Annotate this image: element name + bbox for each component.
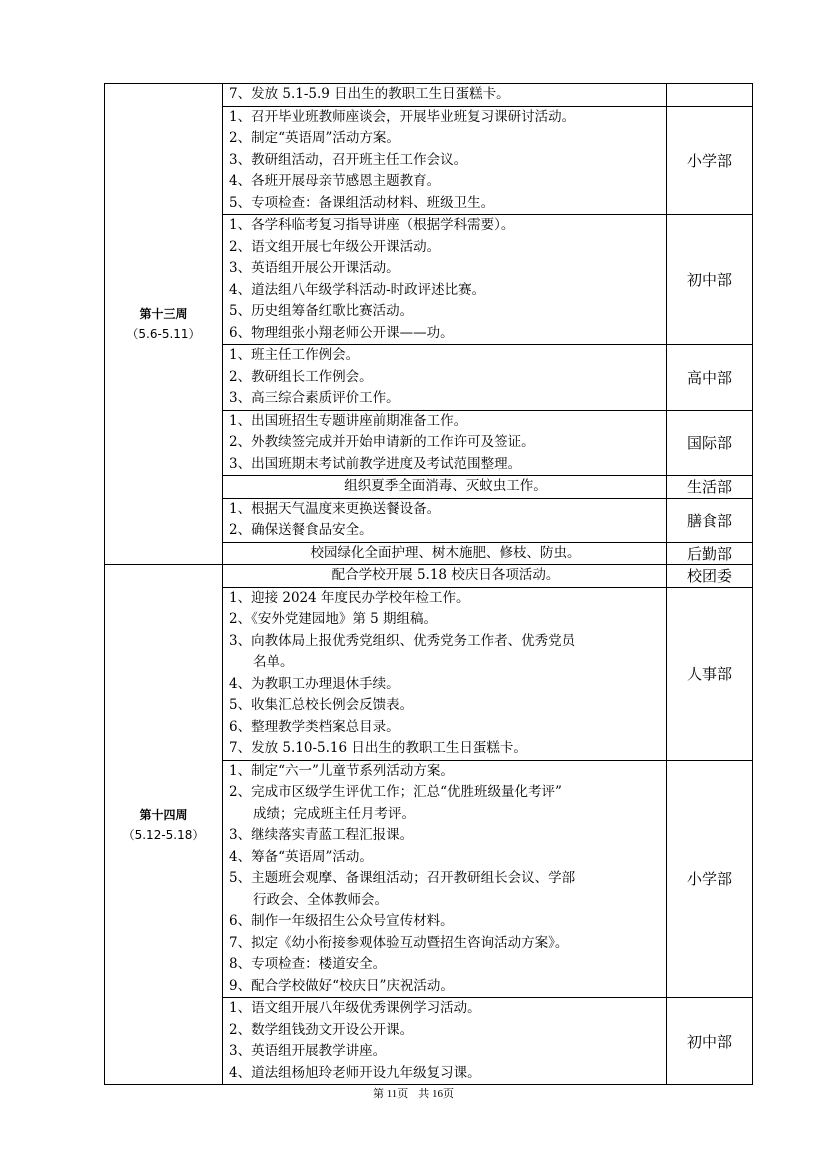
table-row <box>105 565 753 588</box>
page-footer <box>0 1085 827 1101</box>
dept-cell: 膳食部 <box>667 498 753 542</box>
items-cell <box>223 565 667 588</box>
items-cell <box>223 998 667 1085</box>
week-cell <box>105 565 223 1085</box>
items-cell <box>223 215 667 345</box>
list-item: 3、高三综合素质评价工作。 <box>229 390 400 406</box>
list-item: 行政会、全体教师会。 <box>253 891 388 908</box>
dept-cell: 初中部 <box>667 215 753 345</box>
list-item: 4、各班开展母亲节感恩主题教育。 <box>229 173 441 189</box>
list-item: 2、外教续签完成并开始申请新的工作许可及签证。 <box>229 434 535 450</box>
list-item: 2、数学组钱劲文开设公开课。 <box>229 1021 414 1038</box>
list-item: 1、出国班招生专题讲座前期准备工作。 <box>229 412 468 429</box>
list-item: 4、为教职工办理退休手续。 <box>229 675 400 692</box>
list-item: 1、根据天气温度来更换送餐设备。 <box>229 500 441 517</box>
list-item: 3、出国班期末考试前教学进度及考试范围整理。 <box>229 455 522 472</box>
dept-cell: 国际部 <box>667 410 753 476</box>
items-cell <box>223 410 667 476</box>
items-cell <box>223 345 667 411</box>
items-cell <box>223 106 667 215</box>
list-item: 3、英语组开展教学讲座。 <box>229 1043 387 1059</box>
list-item: 名单。 <box>253 654 294 670</box>
dept-cell: 高中部 <box>667 345 753 411</box>
list-item: 3、教研组活动，召开班主任工作会议。 <box>229 151 468 168</box>
dept-cell: 人事部 <box>667 587 753 760</box>
dept-cell: 生活部 <box>667 476 753 499</box>
list-item: 4、筹备“英语周”活动。 <box>229 848 373 865</box>
dept-cell: 后勤部 <box>667 542 753 565</box>
list-item: 8、专项检查：楼道安全。 <box>229 956 387 972</box>
list-item: 7、拟定《幼小衔接参观体验互动暨招生咨询活动方案》。 <box>229 934 569 951</box>
list-item: 1、召开毕业班教师座谈会，开展毕业班复习课研讨活动。 <box>229 108 576 125</box>
items-cell <box>223 542 667 565</box>
list-item: 2、完成市区级学生评优工作；汇总“优胜班级量化考评” <box>229 784 562 800</box>
list-item: 9、配合学校做好“校庆日”庆祝活动。 <box>229 977 454 994</box>
list-item: 1、班主任工作例会。 <box>229 347 360 363</box>
items-cell <box>223 476 667 499</box>
week-range: （5.6-5.11） <box>126 327 201 341</box>
list-item: 1、迎接 2024 年度民办学校年检工作。 <box>229 589 470 606</box>
list-item: 7、发放 5.10-5.16 日出生的教职工生日蛋糕卡。 <box>229 740 527 756</box>
list-item: 5、收集汇总校长例会反馈表。 <box>229 697 414 713</box>
list-item: 组织夏季全面消毒、灭蚊虫工作。 <box>344 478 547 494</box>
list-item: 校园绿化全面护理、树木施肥、修枝、防虫。 <box>310 544 581 561</box>
items-cell <box>223 84 667 107</box>
list-item: 成绩；完成班主任月考评。 <box>253 805 415 822</box>
list-item: 5、历史组筹备红歌比赛活动。 <box>229 303 414 319</box>
list-item: 6、物理组张小翔老师公开课——功。 <box>229 324 454 341</box>
schedule-table <box>104 83 753 1085</box>
list-item: 2、教研组长工作例会。 <box>229 368 373 385</box>
list-item: 5、专项检查：备课组活动材料、班级卫生。 <box>229 194 495 211</box>
list-item: 1、制定“六一”儿童节系列活动方案。 <box>229 762 454 779</box>
list-item: 3、向教体局上报优秀党组织、优秀党务工作者、优秀党员 <box>229 632 576 649</box>
dept-cell: 小学部 <box>667 106 753 215</box>
items-cell <box>223 498 667 542</box>
list-item: 6、整理教学类档案总目录。 <box>229 718 400 735</box>
items-cell <box>223 760 667 998</box>
page-number: 第 11页 <box>372 1088 409 1100</box>
dept-cell <box>667 84 753 107</box>
list-item: 2、制定“英语周”活动方案。 <box>229 130 400 146</box>
week-name: 第十四周 <box>139 807 188 822</box>
week-name: 第十三周 <box>139 307 188 321</box>
table-row <box>105 84 753 107</box>
list-item: 7、发放 5.1-5.9 日出生的教职工生日蛋糕卡。 <box>229 86 510 102</box>
list-item: 1、语文组开展八年级优秀课例学习活动。 <box>229 1000 481 1016</box>
list-item: 2、确保送餐食品安全。 <box>229 522 373 538</box>
list-item: 4、道法组杨旭玲老师开设九年级复习课。 <box>229 1064 481 1081</box>
list-item: 配合学校开展 5.18 校庆日各项活动。 <box>331 567 560 583</box>
list-item: 3、继续落实青蓝工程汇报课。 <box>229 827 414 843</box>
list-item: 2、语文组开展七年级公开课活动。 <box>229 238 441 255</box>
week-cell <box>105 84 223 565</box>
page-total: 共 16页 <box>418 1088 455 1100</box>
items-cell <box>223 587 667 760</box>
list-item: 5、主题班会观摩、备课组活动；召开教研组长会议、学部 <box>229 870 576 886</box>
list-item: 2、《安外党建园地》第 5 期组稿。 <box>229 611 438 627</box>
week-range: （5.12-5.18） <box>122 827 205 842</box>
list-item: 3、英语组开展公开课活动。 <box>229 260 400 276</box>
list-item: 1、各学科临考复习指导讲座（根据学科需要）。 <box>229 217 515 233</box>
dept-cell: 小学部 <box>667 760 753 998</box>
dept-cell: 校团委 <box>667 565 753 588</box>
list-item: 6、制作一年级招生公众号宣传材料。 <box>229 913 454 929</box>
dept-cell: 初中部 <box>667 998 753 1085</box>
list-item: 4、道法组八年级学科活动-时政评述比赛。 <box>229 281 486 298</box>
